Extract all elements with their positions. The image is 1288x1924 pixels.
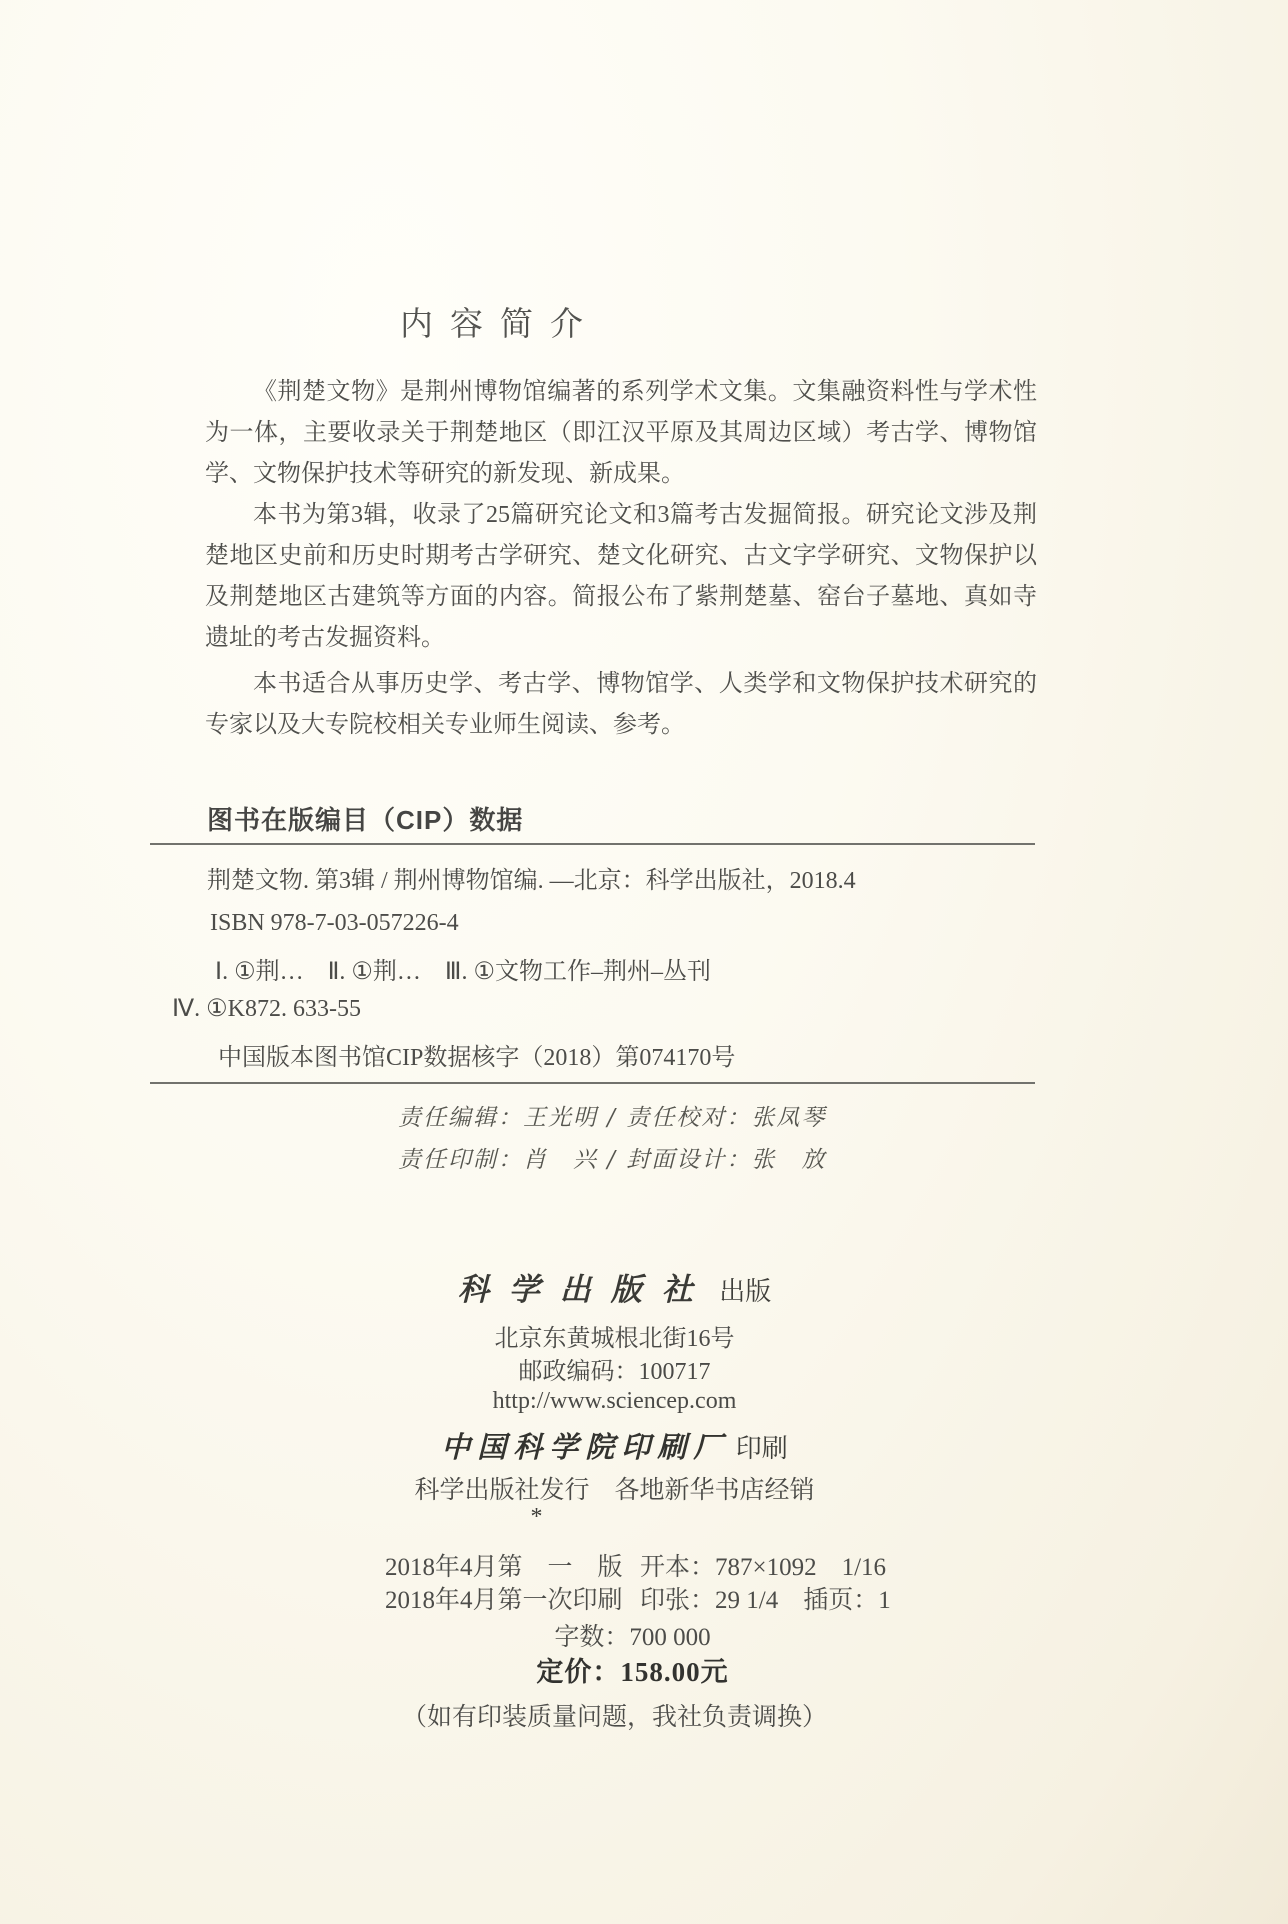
- publisher-role-label: 出版: [712, 1277, 772, 1306]
- cip-registry-line: 中国版本图书馆CIP数据核字（2018）第074170号: [218, 1045, 736, 1071]
- sheets-line: 印张：29 1/4 插页：1: [640, 1587, 891, 1614]
- cip-class-number-line: Ⅳ. ①K872. 633-55: [172, 996, 361, 1022]
- format-line: 开本：787×1092 1/16: [640, 1554, 887, 1581]
- publisher-address: 北京东黄城根北街16号: [494, 1326, 735, 1352]
- printer-logotype: 中国科学院印刷厂: [441, 1430, 730, 1464]
- publisher-logotype: 科学出版社: [457, 1272, 713, 1308]
- section-title: 内容简介: [400, 307, 600, 343]
- edition-date-line: 2018年4月第 一 版: [385, 1554, 623, 1581]
- price-line: 定价：158.00元: [536, 1657, 729, 1687]
- intro-paragraph: 《荆楚文物》是荆州博物馆编著的系列学术文集。文集融资料性与学术性为一体，主要收录关于荆楚地区（即江汉平原及其周边区域）考古学、博物馆学、文物保护技术等研究的新发现、新成果。: [205, 379, 1037, 487]
- printer-role-label: 印刷: [729, 1434, 788, 1463]
- separator-asterisk: *: [530, 1504, 543, 1530]
- distribution-line: 科学出版社发行 各地新华书店经销: [414, 1477, 815, 1504]
- publisher-url: http://www.sciencep.com: [492, 1388, 737, 1414]
- intro-paragraph: 本书为第3辑，收录了25篇研究论文和3篇考古发掘简报。研究论文涉及荆楚地区史前和历史时期考古学研究、楚文化研究、古文字学研究、文物保护以及荆楚地区古建筑等方面的内容。简报公布了紫荆楚墓、窑台子墓地、真如寺遗址的考古发掘资料。: [205, 502, 1037, 651]
- cip-record-line: 荆楚文物. 第3辑 / 荆州博物馆编. —北京：科学出版社，2018.4: [207, 868, 856, 894]
- page-content: [150, 0, 1035, 1924]
- credit-design-line: 责任印制：肖 兴 / 封面设计：张 放: [398, 1147, 827, 1173]
- cip-bottom-rule: [150, 1082, 1035, 1084]
- publisher-postcode: 邮政编码：100717: [518, 1359, 711, 1385]
- isbn-line: ISBN 978-7-03-057226-4: [210, 910, 459, 936]
- credit-editors-line: 责任编辑：王光明 / 责任校对：张凤琴: [398, 1105, 827, 1131]
- cip-top-rule: [150, 843, 1035, 845]
- wordcount-line: 字数：700 000: [554, 1624, 711, 1651]
- cip-header: 图书在版编目（CIP）数据: [207, 805, 524, 835]
- intro-paragraph: 本书适合从事历史学、考古学、博物馆学、人类学和文物保护技术研究的专家以及大专院校相关专业师生阅读、参考。: [205, 671, 1037, 738]
- printer-line: [172, 1425, 1057, 1466]
- intro-paragraphs: [205, 372, 1037, 746]
- cip-classification-line: Ⅰ. ①荆… Ⅱ. ①荆… Ⅲ. ①文物工作–荆州–丛刊: [215, 959, 711, 985]
- publisher-line: [172, 1264, 1057, 1309]
- printing-date-line: 2018年4月第一次印刷: [385, 1587, 623, 1614]
- quality-note-line: （如有印装质量问题，我社负责调换）: [401, 1704, 827, 1731]
